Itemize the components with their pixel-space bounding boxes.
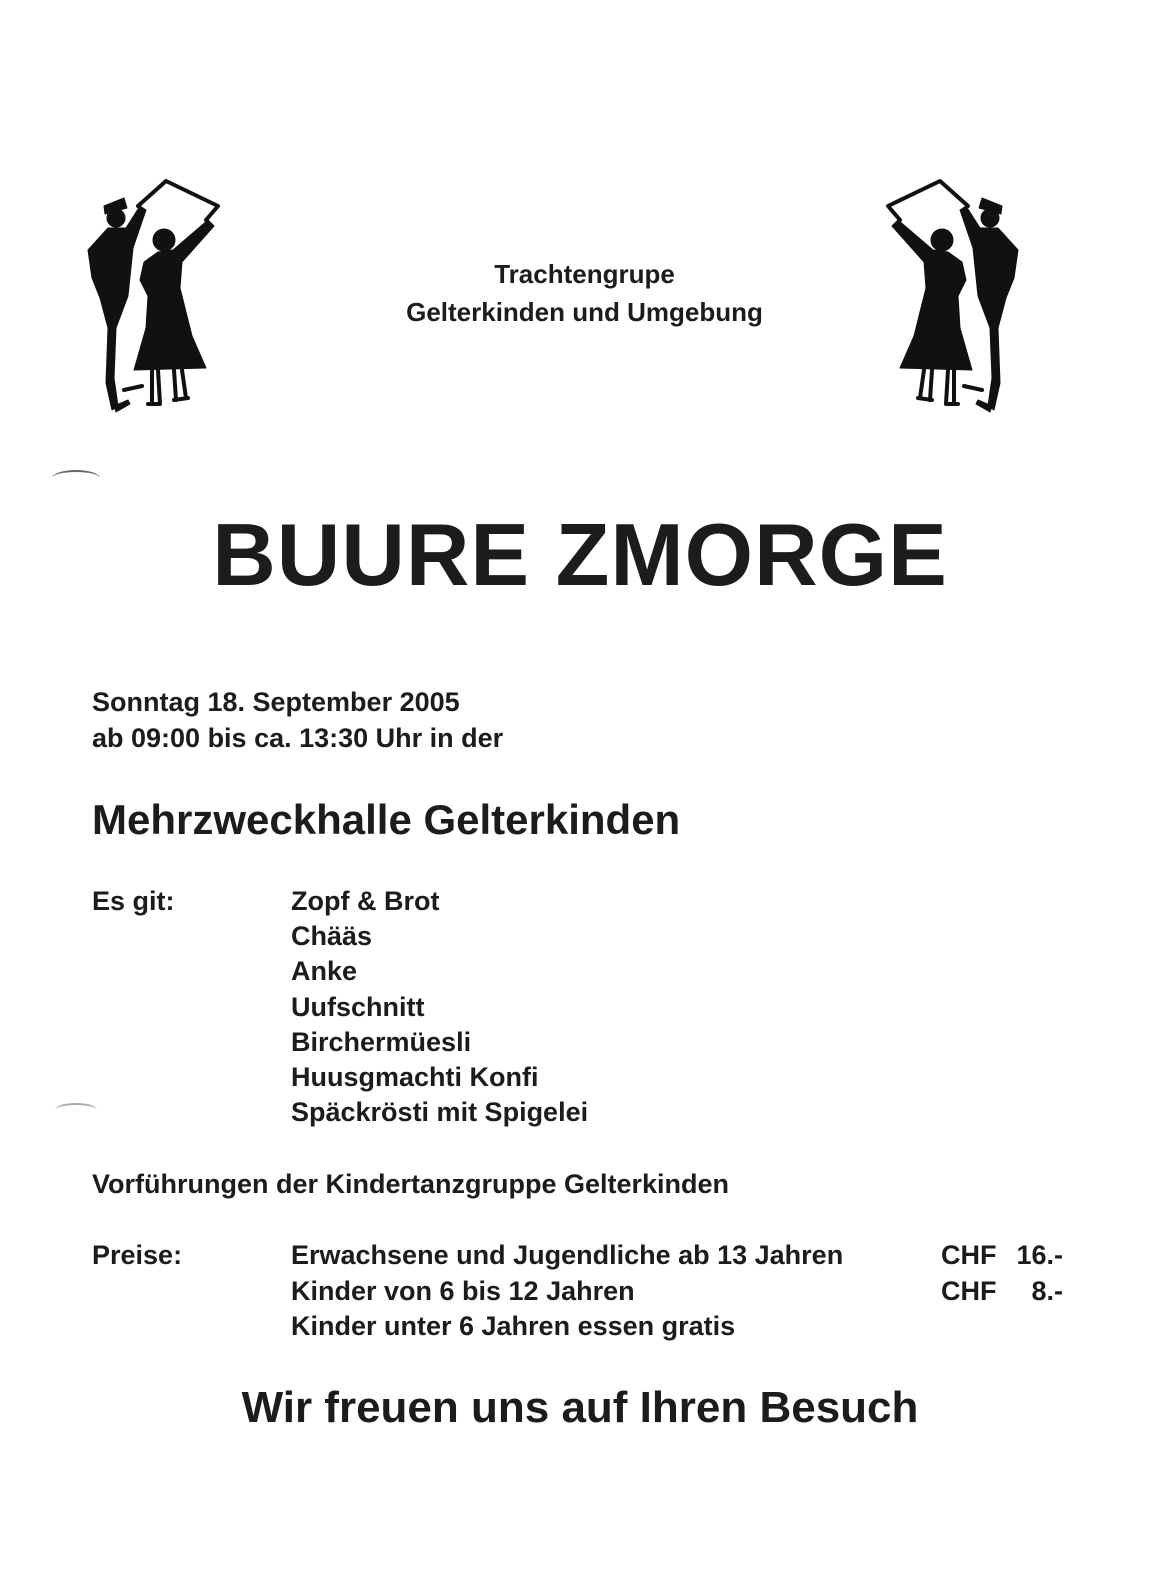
menu-item: Späckrösti mit Spigelei (291, 1097, 589, 1128)
event-date: Sonntag 18. September 2005 (92, 687, 460, 717)
prices-label: Preise: (92, 1240, 183, 1270)
organization-name (0, 255, 1169, 331)
closing-message: Wir freuen uns auf Ihren Besuch (241, 1383, 919, 1432)
menu-label: Es git: (92, 886, 175, 916)
demonstration-note: Vorführungen der Kindertanzgruppe Gelterkinden (92, 1169, 730, 1199)
menu-item: Zopf & Brot (291, 886, 440, 916)
org-line-2: Gelterkinden und Umgebung (406, 297, 763, 327)
org-line-1: Trachtengrupe (494, 259, 675, 289)
page-title: BUURE ZMORGE (212, 505, 948, 604)
price-row (291, 1309, 1081, 1345)
menu-item: Chääs (291, 921, 373, 952)
price-amount: 16.- (1016, 1240, 1063, 1270)
price-amount: 8.- (1031, 1275, 1063, 1306)
scan-artifact (55, 1103, 97, 1117)
price-row (291, 1238, 1081, 1274)
menu-item: Anke (291, 956, 358, 987)
price-currency: CHF (941, 1275, 997, 1306)
menu-list (291, 884, 588, 1130)
menu-item: Uufschnitt (291, 991, 425, 1022)
event-time: ab 09:00 bis ca. 13:30 Uhr in der (92, 723, 504, 753)
price-currency: CHF (941, 1240, 997, 1270)
price-description: Erwachsene und Jugendliche ab 13 Jahren (291, 1240, 844, 1270)
scan-artifact (52, 470, 100, 486)
event-datetime (92, 684, 503, 756)
price-description: Kinder von 6 bis 12 Jahren (291, 1275, 635, 1306)
price-row (291, 1274, 1081, 1310)
price-list (291, 1238, 1081, 1345)
price-description: Kinder unter 6 Jahren essen gratis (291, 1311, 736, 1341)
menu-item: Huusgmachti Konfi (291, 1062, 539, 1093)
menu-item: Birchermüesli (291, 1026, 472, 1057)
event-venue: Mehrzweckhalle Gelterkinden (92, 796, 681, 843)
